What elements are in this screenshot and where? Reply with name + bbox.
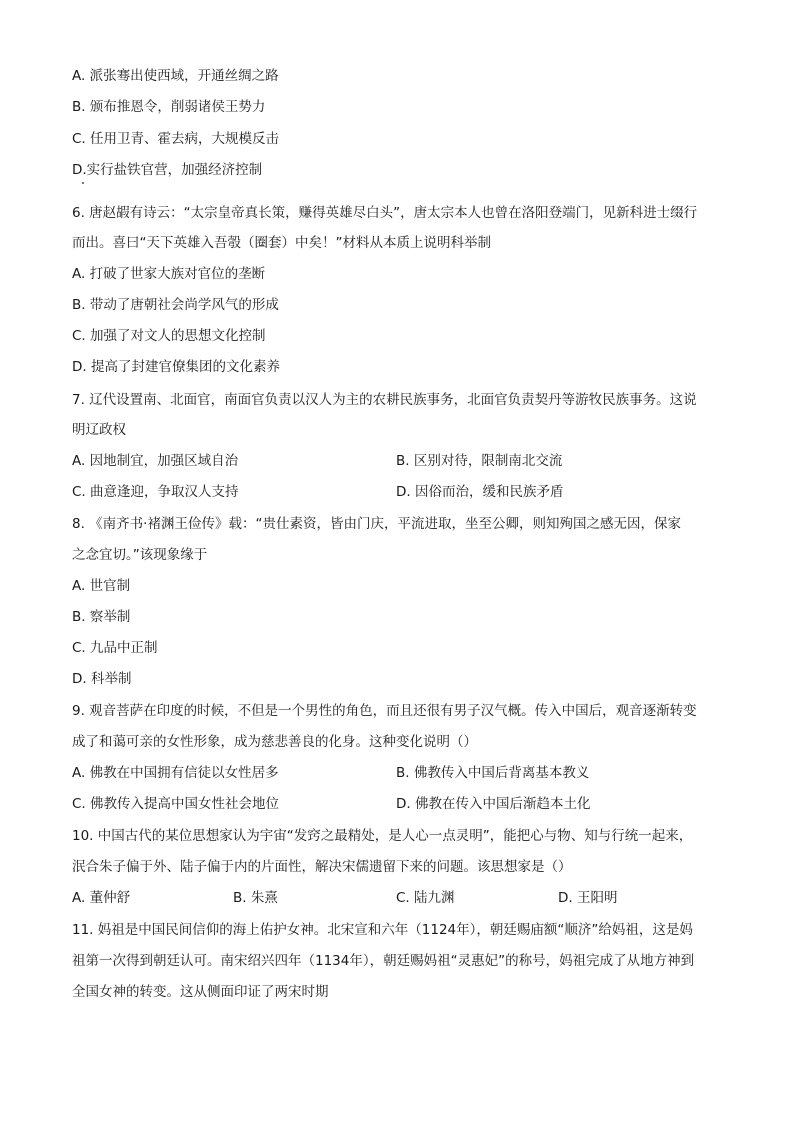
q7-options-row-1 — [72, 451, 732, 471]
q11-stem-line-1: 11. 妈祖是中国民间信仰的海上佑护女神。北宋宣和六年（1124年），朝廷赐庙额“顺济”给妈祖，这是妈 — [72, 922, 693, 938]
q5-option-b: B. 颁布推恩令，削弱诸侯王势力 — [72, 99, 266, 115]
q10-option-b: B. 朱熹 — [233, 890, 278, 906]
q5-option-a: A. 派张骞出使西域，开通丝绸之路 — [72, 68, 279, 84]
q7-option-b: B. 区别对待，限制南北交流 — [396, 453, 563, 469]
q8-option-b: B. 察举制 — [72, 609, 131, 625]
q9-option-c: C. 佛教传入提高中国女性社会地位 — [72, 796, 280, 812]
q9-options-row-2 — [72, 794, 732, 814]
q5-option-c: C. 任用卫青、霍去病，大规模反击 — [72, 131, 280, 147]
q5-option-d: D.实行盐铁官营，加强经济控制 — [72, 162, 263, 178]
q11-stem-line-2: 祖第一次得到朝廷认可。南宋绍兴四年（1134年），朝廷赐妈祖“灵惠妃”的称号，妈祖完成了从地方神到 — [72, 953, 695, 969]
q6-option-b: B. 带动了唐朝社会尚学风气的形成 — [72, 297, 279, 313]
q9-options-row-1 — [72, 763, 732, 783]
q10-stem-line-2: 泯合朱子偏于外、陆子偏于内的片面性，解决宋儒遗留下来的问题。该思想家是（） — [72, 859, 572, 875]
q10-option-c: C. 陆九渊 — [396, 890, 455, 906]
q6-option-a: A. 打破了世家大族对官位的垄断 — [72, 266, 266, 282]
q6-stem-line-2: 而出。喜曰“天下英雄入吾彀（圈套）中矣！”材料从本质上说明科举制 — [72, 235, 491, 251]
stray-dot — [82, 182, 84, 184]
q7-option-c: C. 曲意逢迎，争取汉人支持 — [72, 484, 239, 500]
q7-stem-line-2: 明辽政权 — [72, 422, 126, 438]
q10-option-d: D. 王阳明 — [558, 890, 618, 906]
q8-stem-line-2: 之念宜切。”该现象缘于 — [72, 547, 208, 563]
q7-options-row-2 — [72, 482, 732, 502]
q9-stem-line-2: 成了和蔼可亲的女性形象，成为慈悲善良的化身。这种变化说明（） — [72, 734, 477, 750]
q8-option-d: D. 科举制 — [72, 671, 132, 687]
q11-stem-line-3: 全国女神的转变。这从侧面印证了两宋时期 — [72, 984, 329, 1000]
q9-stem-line-1: 9. 观音菩萨在印度的时候，不但是一个男性的角色，而且还很有男子汉气概。传入中国后，观音逐渐转变 — [72, 703, 697, 719]
q9-option-a: A. 佛教在中国拥有信徒以女性居多 — [72, 765, 279, 781]
q7-stem-line-1: 7. 辽代设置南、北面官，南面官负责以汉人为主的农耕民族事务，北面官负责契丹等游牧民族事务。这说 — [72, 392, 697, 408]
q8-stem-line-1: 8. 《南齐书·褚渊王俭传》载：“贵仕素资，皆由门庆，平流进取，坐至公卿，则知殉国之感无因，保家 — [72, 516, 681, 532]
q6-option-c: C. 加强了对文人的思想文化控制 — [72, 328, 266, 344]
q7-option-a: A. 因地制宜，加强区域自治 — [72, 453, 239, 469]
q9-option-d: D. 佛教在传入中国后渐趋本土化 — [396, 796, 591, 812]
q10-stem-line-1: 10. 中国古代的某位思想家认为宇宙“发窍之最精处，是人心一点灵明”，能把心与物、知与行统一起来， — [72, 828, 693, 844]
q10-option-a: A. 董仲舒 — [72, 890, 131, 906]
q9-option-b: B. 佛教传入中国后背离基本教义 — [396, 765, 590, 781]
q7-option-d: D. 因俗而治，缓和民族矛盾 — [396, 484, 564, 500]
q6-option-d: D. 提高了封建官僚集团的文化素养 — [72, 359, 280, 375]
q6-stem-line-1: 6. 唐赵嘏有诗云：“太宗皇帝真长策，赚得英雄尽白头”，唐太宗本人也曾在洛阳登端门，见新科进士缀行 — [72, 205, 698, 221]
q8-option-c: C. 九品中正制 — [72, 640, 158, 656]
q8-option-a: A. 世官制 — [72, 578, 131, 594]
